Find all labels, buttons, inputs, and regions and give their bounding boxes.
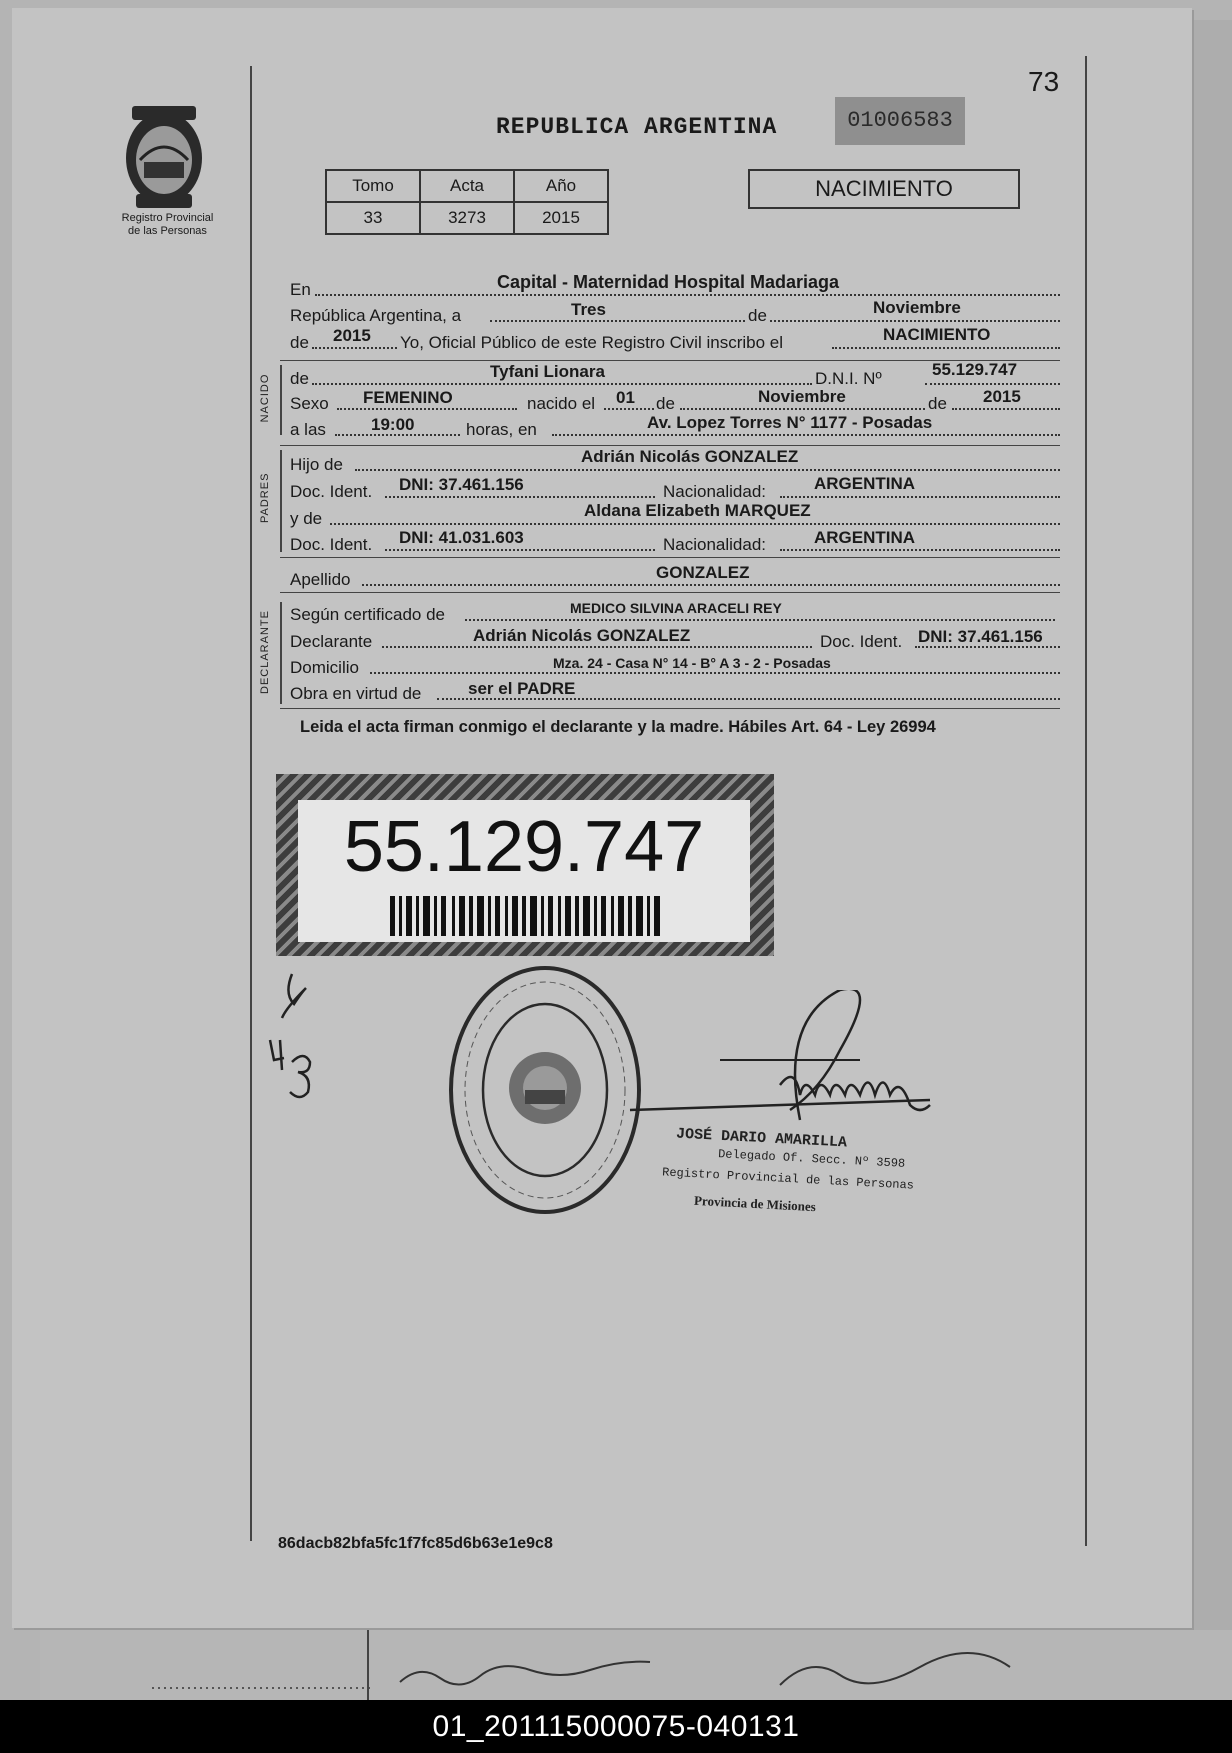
nacido-de-label: de xyxy=(290,369,309,388)
y-de-label: y de xyxy=(290,509,323,528)
nacionalidad-label: Nacionalidad: xyxy=(663,535,767,554)
republica-label: República Argentina, a xyxy=(290,306,462,325)
register-table-header-row xyxy=(326,170,608,202)
birth-place-value: Av. Lopez Torres N° 1177 - Posadas xyxy=(647,413,933,432)
sexo-label: Sexo xyxy=(290,394,329,413)
doc-ident-label: Doc. Ident. xyxy=(290,482,373,501)
declarant-doc-value: DNI: 37.461.156 xyxy=(918,627,1043,646)
horas-label: horas, en xyxy=(466,420,537,439)
tomo-header: Tomo xyxy=(326,170,420,202)
apellido-value: GONZALEZ xyxy=(656,563,750,582)
dotted-line xyxy=(780,549,1060,551)
obra-label: Obra en virtud de xyxy=(290,684,422,703)
acta-value: 3273 xyxy=(420,202,514,234)
nacido-side-label: NACIDO xyxy=(259,373,271,423)
barcode-icon xyxy=(390,896,662,936)
acta-header: Acta xyxy=(420,170,514,202)
signatory-province: Provincia de Misiones xyxy=(693,1192,817,1215)
dotted-line xyxy=(552,434,1060,436)
child-name-value: Tyfani Lionara xyxy=(490,362,605,381)
signatory-name: JOSÉ DARIO AMARILLA xyxy=(675,1125,848,1152)
registry-caption-line1: Registro Provincial xyxy=(121,212,214,224)
dotted-line xyxy=(385,496,655,498)
ano-value: 2015 xyxy=(514,202,608,234)
record-type-box: NACIMIENTO xyxy=(748,169,1020,209)
hijo-de-label: Hijo de xyxy=(290,455,343,474)
father-nationality-value: ARGENTINA xyxy=(814,474,916,493)
nacido-el-label: nacido el xyxy=(527,394,596,413)
place-value: Capital - Maternidad Hospital Madariaga xyxy=(497,272,840,292)
certificado-label: Según certificado de xyxy=(290,605,445,624)
scan-filename: 01_201115000075-040131 xyxy=(0,1700,1232,1753)
dotted-line xyxy=(382,646,812,648)
de-label: de xyxy=(928,394,947,413)
domicilio-label: Domicilio xyxy=(290,658,359,677)
handwritten-note xyxy=(262,970,332,1100)
signatory-role: Delegado Of. Secc. Nº 3598 xyxy=(717,1147,906,1171)
section-separator xyxy=(280,557,1060,558)
mother-name-value: Aldana Elizabeth MARQUEZ xyxy=(584,501,811,520)
declarante-side-label: DECLARANTE xyxy=(259,610,271,694)
section-separator xyxy=(280,592,1060,593)
tomo-value: 33 xyxy=(326,202,420,234)
mother-nationality-value: ARGENTINA xyxy=(814,528,916,547)
dotted-line xyxy=(312,383,812,385)
de-label: de xyxy=(656,394,675,413)
sexo-value: FEMENINO xyxy=(363,388,453,407)
dotted-line xyxy=(832,347,1060,349)
section-separator xyxy=(280,445,1060,446)
dotted-line xyxy=(385,549,655,551)
dotted-line xyxy=(780,496,1060,498)
year-value: 2015 xyxy=(333,326,371,345)
statement-text: Yo, Oficial Público de este Registro Civil inscribo el xyxy=(400,333,783,352)
dotted-line xyxy=(315,294,1060,296)
dotted-line xyxy=(355,469,1060,471)
padres-side-label: PADRES xyxy=(259,472,271,523)
right-margin-line xyxy=(1085,56,1087,1546)
registry-caption xyxy=(105,212,230,238)
closing-statement: Leida el acta firman conmigo el declarante y la madre. Hábiles Art. 64 - Ley 26994 xyxy=(300,718,936,736)
declarante-bracket xyxy=(280,602,282,704)
inscribe-type-value: NACIMIENTO xyxy=(883,325,991,344)
dotted-line xyxy=(337,408,517,410)
obra-value: ser el PADRE xyxy=(468,679,576,698)
section-separator xyxy=(280,708,1060,709)
padres-bracket xyxy=(280,450,282,552)
underlying-page-edge xyxy=(1192,20,1232,1680)
dotted-line xyxy=(680,408,925,410)
dotted-line xyxy=(952,408,1060,410)
father-doc-value: DNI: 37.461.156 xyxy=(399,475,524,494)
underlying-page-bottom xyxy=(40,1630,1232,1700)
serial-stamp: 01006583 xyxy=(835,97,965,145)
de-label: de xyxy=(748,306,767,325)
dotted-line xyxy=(330,523,1060,525)
month-value: Noviembre xyxy=(873,298,961,317)
certificate-value: MEDICO SILVINA ARACELI REY xyxy=(570,600,782,616)
declarante-label: Declarante xyxy=(290,632,373,651)
birth-year-value: 2015 xyxy=(983,387,1021,406)
a-las-label: a las xyxy=(290,420,326,439)
day-words-value: Tres xyxy=(571,300,606,319)
doc-ident-label: Doc. Ident. xyxy=(820,632,903,651)
time-value: 19:00 xyxy=(371,415,415,434)
mother-doc-value: DNI: 41.031.603 xyxy=(399,528,524,547)
registry-caption-line2: de las Personas xyxy=(128,225,207,237)
dotted-line xyxy=(312,347,397,349)
dotted-line xyxy=(490,320,745,322)
doc-ident-label: Doc. Ident. xyxy=(290,535,373,554)
dni-label: D.N.I. Nº xyxy=(815,369,882,388)
dni-sticker-label xyxy=(298,800,750,942)
apellido-label: Apellido xyxy=(290,570,351,589)
birth-month-value: Noviembre xyxy=(758,387,846,406)
province-coat-of-arms-icon xyxy=(118,102,210,210)
dotted-line xyxy=(370,672,1060,674)
register-table xyxy=(325,169,609,235)
nacionalidad-label: Nacionalidad: xyxy=(663,482,767,501)
dotted-line xyxy=(770,320,1060,322)
page-number: 73 xyxy=(1028,66,1060,97)
domicile-value: Mza. 24 - Casa N° 14 - B° A 3 - 2 - Posadas xyxy=(553,655,831,671)
de-label: de xyxy=(290,333,309,352)
dotted-line xyxy=(465,619,1055,621)
document-hash: 86dacb82bfa5fc1f7fc85d6b63e1e9c8 xyxy=(278,1535,553,1552)
sticker-dni-number: 55.129.747 xyxy=(343,807,705,887)
dotted-line xyxy=(925,383,1060,385)
nacido-bracket xyxy=(280,365,282,435)
dni-sticker xyxy=(276,774,774,956)
dotted-line xyxy=(915,646,1060,648)
father-name-value: Adrián Nicolás GONZALEZ xyxy=(581,447,799,466)
left-margin-line xyxy=(250,66,252,1541)
signatory-office: Registro Provincial de las Personas xyxy=(661,1165,915,1193)
country-title: REPUBLICA ARGENTINA xyxy=(496,114,778,140)
dotted-line xyxy=(604,408,654,410)
declarant-name-value: Adrián Nicolás GONZALEZ xyxy=(473,626,691,645)
birth-day-value: 01 xyxy=(616,388,635,407)
child-dni-value: 55.129.747 xyxy=(932,360,1018,379)
dotted-line xyxy=(362,584,1060,586)
en-label: En xyxy=(290,280,311,299)
register-table-value-row xyxy=(326,202,608,234)
underlying-signatures xyxy=(40,1630,1232,1700)
ano-header: Año xyxy=(514,170,608,202)
